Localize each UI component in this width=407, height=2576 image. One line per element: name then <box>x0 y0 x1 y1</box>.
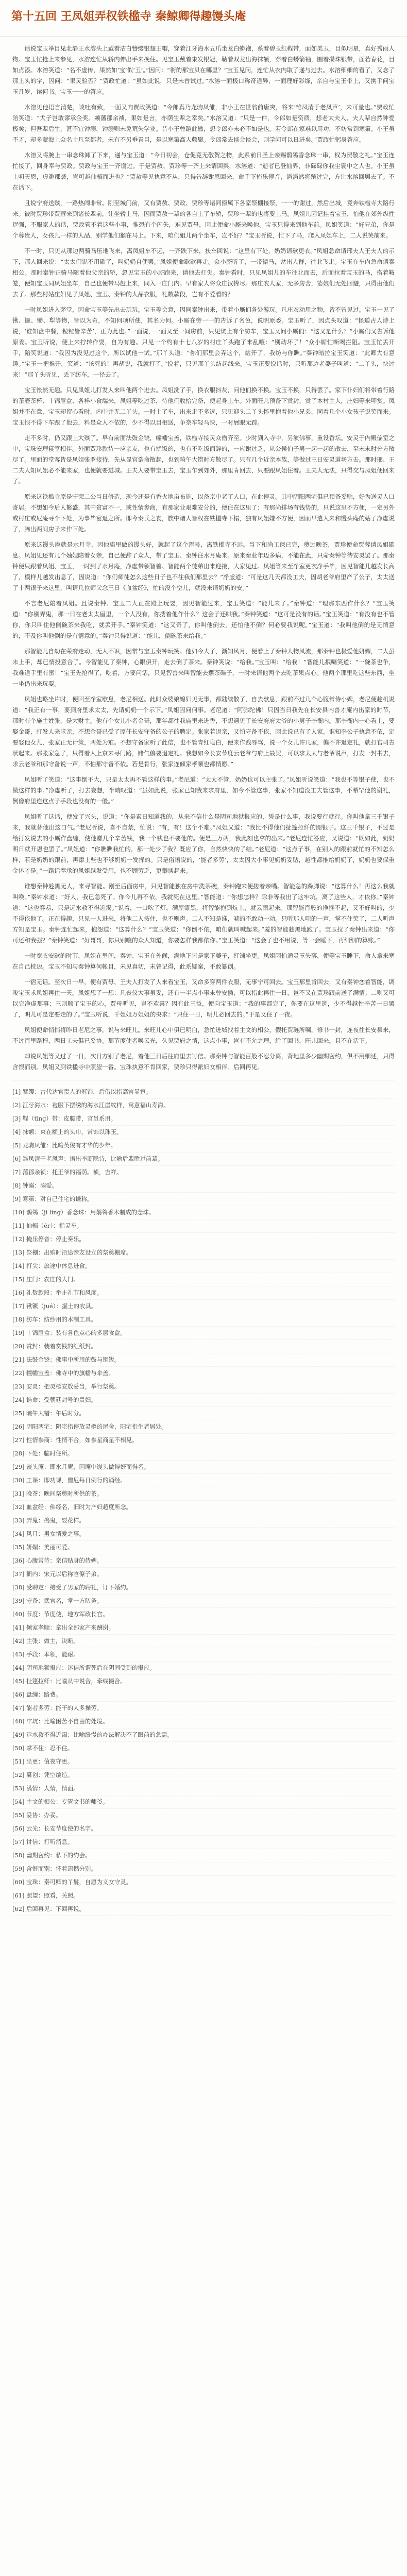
footnote: [34] 风月：男女情爱之事。 <box>12 1528 395 1541</box>
footnote: [55] 妥协：办妥。 <box>12 1809 395 1822</box>
footnote: [29] 馒头庵：即水月庵，因庵中馒头做得好而得名。 <box>12 1461 395 1474</box>
footnote: [56] 云光：长安节度使的名字。 <box>12 1822 395 1836</box>
footnote: [7] 藩郡余祯：托王爷的福荫。祯，吉祥。 <box>12 1166 395 1179</box>
footnote: [28] 下处：临时住所。 <box>12 1447 395 1461</box>
footnote: [61] 照望：照看，关照。 <box>12 1889 395 1903</box>
footnote: [35] 妍媚：美丽可爱。 <box>12 1541 395 1554</box>
footnote: [49] 远水救不得近渴：比喻缓慢的办法解决不了眼前的急需。 <box>12 1728 395 1742</box>
footnote: [14] 打尖：旅途中休息进食。 <box>12 1260 395 1273</box>
footnote: [45] 扯篷拉纤：比喻从中说合，牵线撮合。 <box>12 1675 395 1688</box>
footnote: [20] 赏封：装着赏钱的红纸封。 <box>12 1340 395 1353</box>
body-paragraph: 凤姐听了这话，便发了兴头，说道：“你是素日知道我的，从来不信什么是阴司地狱报应的，凭是什么事，我说要行就行。你叫他拿三千银子来，我就替他出这口气。”老尼听说，喜不自禁，忙说：“有，有！这个不难。”凤姐又道：“我比不得他们扯篷拉纤的图银子。这三千银子，不过是给打发说去的小厮作盘缠，使他赚几个辛苦钱，我一个钱也不要他的。便是三万两，我此刻也拿的出来。”老尼连忙答应，又说道：“既如此，奶奶明日就开恩也罢了。”凤姐道：“你瞧瞧我忙的，那一处少了我？既应了你，自然快快的了结。”老尼道：“这点子事，在别人的跟前就忙的不知怎么样，若是奶奶的跟前，再添上些也不够奶奶一发挥的。只是俗语说的，‘能者多劳’，太太因大小事见奶奶妥贴，越性都推给奶奶了，奶奶也要保重金体才是。”一路话奉承的凤姐越发受用，也不顾劳乏，更攀谈起来。 <box>12 813 395 874</box>
paragraph-list <box>12 43 395 1073</box>
body-paragraph: 一宿无话。至次日一早，便有贾母、王夫人打发了人来看宝玉，又命多穿两件衣服，无事宁可回去。宝玉那里肯回去，又有秦钟恋着智能，调唆宝玉求凤姐再住一天。凤姐想了一想：凡丧仪大事虽妥，还有一半点小事未曾安插，可以指此再住一日，岂不又在贾珍跟前送了满情；二则又可以完净虚那事；三则顺了宝玉的心，贾母听见，岂不欢喜？因有此三益，便向宝玉道：“我的事都完了，你要在这里逛，少不得越性辛苦一日罢了，明儿可是定要走的了。”宝玉听说，千姐姐万姐姐的央求：“只住一日，明儿必回去的。”于是又住了一夜。 <box>12 978 395 1018</box>
footnote: [47] 能者多劳：能干的人多操劳。 <box>12 1702 395 1715</box>
body-paragraph: 凤姐便命悄悄将昨日老尼之事，说与来旺儿。来旺儿心中俱已明白，急忙进城找着主文的相公，假托贾琏所嘱，修书一封，连夜往长安县来，不过百里路程，两日工夫俱已妥协。那节度使名唤云光，久见贾府之情，这点小事，岂有不允之理，给了回书，旺儿回来。且不在话下。 <box>12 1026 395 1044</box>
footnote: [12] 掩乐停音：停止奏乐。 <box>12 1233 395 1246</box>
body-paragraph: 不一时，只见从那边两骑马压地飞来，离凤姐车不远，一齐跌下来，扶车回说：“这里有下处，奶奶请歇更衣。”凤姐急命请邢夫人王夫人的示下，那人回来说：“太太们说不用歇了，叫奶奶自便罢。”凤姐便命歇歇再走。众小厮听了，一带辕马，岔出人群，往北飞走。宝玉在车内急命请秦相公。那时秦钟正骑马随着他父亲的轿，忽见宝玉的小厮跑来，请他去打尖。秦钟看时，只见凤姐儿的车往北而去，后面拉着宝玉的马，搭着鞍笼，便知宝玉同凤姐坐车，自己也便带马赶上来，同入一庄门内。早有家人将众庄汉撵尽。那庄农人家，无多房舍，婆娘们无处回避，只得由他们去了。那些村姑庄妇见了凤姐、宝玉、秦钟的人品衣服，礼数款段，岂有不爱看的？ <box>12 247 395 298</box>
body-paragraph: 话说宝玉举目见北静王水溶头上戴着洁白簪缨银翅王帽，穿着江牙海水五爪坐龙白蟒袍，系着碧玉红鞓带，面如美玉，目似明星，真好秀丽人物。宝玉忙抢上来参见，水溶连忙从轿内伸出手来挽住。见宝玉戴着束发银冠，勒着双龙出海抹额，穿着白蟒箭袖，围着攒珠银带，面若春花，目如点漆。水溶笑道：“名不虚传，果然如‘宝’似‘玉’。”因问：“衔的那宝贝在哪里？”宝玉见问，连忙从衣内取了递与过去。水溶细细的看了，又念了那上头的字，因问：“果灵验否？”贾政忙道：“虽如此说，只是未曾试过。”水溶一面极口称奇道异，一面理好彩绦，亲自与宝玉带上，又携手问宝玉几岁，读何书。宝玉一一的答应。 <box>12 45 395 95</box>
footnote: [52] 纂创：凭空编造。 <box>12 1769 395 1782</box>
footnote: [31] 晚茶：晚间祭奠时所供的茶。 <box>12 1487 395 1501</box>
footnote: [10] 鹡鸰（jí líng）香念珠：用鹡鸰香木制成的念珠。 <box>12 1206 395 1219</box>
body-paragraph: 不言老尼陪着凤姐。且说秦钟、宝玉二人正在殿上玩耍，因见智能过来，宝玉笑道：“能儿来了。”秦钟道：“理那东西作什么？”宝玉笑道：“你别弄鬼，那一日在老太太屋里，一个人没有，你搂着他作什么？这会子还哄我。”秦钟笑道：“这可是没有的话。”宝玉笑道：“有没有也不管你，你只叫住他倒碗茶来我吃，就丢开手。”秦钟笑道：“这又奇了，你叫他倒去，还怕他不倒？何必要我说呢。”宝玉道：“我叫他倒的是无情意的，不及你叫他倒的是有情意的。”秦钟只得说道：“能儿，倒碗茶来给我。” <box>12 600 395 639</box>
body-paragraph: 原来这铁槛寺原是宁荣二公当日修造，现今还是有香火地亩布施，以备京中老了人口，在此停灵。其中阴阳两宅俱已预备妥贴，好为送灵人口寄居。不想如今后人繁盛，其中贫富不一，或性情参商，有那家业艰难安分的，便住在这里了；有那尚排场有钱势的，只说这里不方便，一定另外或村庄或尼庵寻个下处，为事毕宴退之所。即今秦氏之丧，族中诸人皆权在铁槛寺下榻，独有凤姐嫌不方便，因而早遣人来和馒头庵的姑子净虚说了，腾出两间房子来作下处。 <box>12 493 395 533</box>
footnote: [24] 诰命：受朝廷封号的贵妇。 <box>12 1394 395 1407</box>
footnote: [43] 手段：本领，能耐。 <box>12 1648 395 1662</box>
chapter-body <box>12 43 395 2576</box>
body-paragraph: 一时宽衣安歇的时节，凤姐在里间，秦钟、宝玉在外间，满地下皆是家下婆子，打铺坐更。凤姐因怕通灵玉失落，便等宝玉睡下，命人拿来塞在自己枕边。宝玉不知与秦钟算何帐目，未见真切，未曾记得，此系疑案，不敢纂创。 <box>12 952 395 970</box>
footnote: [41] 倾家孝顺：拿出全部家产来酬谢。 <box>12 1621 395 1635</box>
footnote: [46] 盘缠：路费。 <box>12 1688 395 1702</box>
footnote: [38] 受聘定：接受了男家的聘礼，订下婚约。 <box>12 1581 395 1595</box>
footnote: [9] 寒第：对自己住宅的谦称。 <box>12 1193 395 1206</box>
footnote: [32] 血盆经：佛经名，旧时为产妇超度所念。 <box>12 1501 395 1514</box>
footnote: [6] 雏凤清于老凤声：语出李商隐诗，比喻后辈胜过前辈。 <box>12 1153 395 1166</box>
footnote: [58] 幽期密约：私下的约会。 <box>12 1849 395 1862</box>
footnote: [42] 主张：做主，决断。 <box>12 1635 395 1648</box>
body-paragraph: 且说宁府送殡，一路热闹非常。刚至城门前，又有贾赦、贾政、贾珍等诸同僚属下各家祭棚接祭，一一的谢过，然后出城，竟奔铁槛寺大路行来。彼时贾珍带贾蓉来到诸长辈前，让坐轿上马，因而贾赦一辈的各自上了车轿，贾珍一辈的也将要上马。凤姐儿因记挂着宝玉，怕他在郊外纵性逞强，不服家人的话，贾政管不着这些小事，惟恐有个闪失，难见贾母，因此便命小厮来唤他。宝玉只得来到他车前。凤姐笑道：“好兄弟，你是个尊贵人，女孩儿一样的人品，别学他们猴在马上。下来，咱们姐儿两个坐车，岂不好？”宝玉听说，忙下了马，爬入凤姐车上，二人说笑前来。 <box>12 199 395 239</box>
footnote: [22] 幢幡宝盖：佛寺中的旗幡与伞盖。 <box>12 1367 395 1380</box>
footnote: [17] 锹镢（jué）：掘土的农具。 <box>12 1300 395 1313</box>
body-paragraph: 走不多时，仍又跟上大殡了。早有前面法鼓金铙，幢幡宝盖，铁槛寺接灵众僧齐至。少时到入寺中，另演佛事，重设香坛。安灵于内殿偏室之中，宝珠安理寝室相伴。外面贾珍款待一应亲友，也有扰饭的，也有不吃饭而辞的，一应谢过乏，从公侯伯子男一起一起的散去，至未末时分方散尽了。里面的堂客皆是凤姐张罗接待，先从显官诰命散起，也到晌午大错时方散尽了。只有几个近亲本族，等做过三日安灵道场方去。那时邢、王二夫人知凤姐必不能来家，也便就要进城。王夫人要带宝玉去，宝玉乍到郊外，那里肯回去，只要跟凤姐住着。王夫人无法，只得交与凤姐便回来了。 <box>12 434 395 485</box>
footnote: [44] 阴司地狱报应：迷信所谓死后在阴间受到的报应。 <box>12 1662 395 1675</box>
footnote: [18] 纺车：纺纱用的木制工具。 <box>12 1313 395 1327</box>
footnote: [60] 宝珠：秦可卿的丫鬟，自愿为义女守灵。 <box>12 1876 395 1889</box>
title-bar <box>0 0 407 37</box>
body-paragraph: 却说凤姐等又过了一日，次日方别了老尼，着他三日后往府里去讨信。那秦钟与智能百般不忍分离，背地里多少幽期密约，俱不用细述，只得含恨而别。凤姐又到铁槛寺中照望一番。宝珠执意不肯回家，贾珍只得派妇女相伴。后回再见。 <box>12 1053 395 1071</box>
footnote: [11] 仙輀（ér）：指灵车。 <box>12 1219 395 1233</box>
footnote: [3] 鞓（tīng）带：皮腰带，官员系用。 <box>12 1112 395 1126</box>
footnote: [15] 庄门：农庄的大门。 <box>12 1273 395 1286</box>
body-paragraph: 谁想秦钟趁黑无人，来寻智能。刚至后面房中，只见智能独在房中洗茶碗，秦钟跑来便搂着亲嘴。智能急的跺脚说：“这算什么！再这么我就叫唤。”秦钟求道：“好人，我已急死了。你今儿再不依，我就死在这里。”智能道：“你想怎样？除非等我出了这牢坑，离了这些人，才依你。”秦钟道：“这也容易，只是远水救不得近渴。”说着，一口吹了灯，满屋漆黑，将智能抱到炕上，就云雨起来。那智能百般的挣挫不起，又不好叫的，少不得依他了。正在得趣，只见一人进来，将他二人按住，也不则声。二人不知是谁，唬的不敢动一动。只听那人嗤的一声，掌不住笑了，二人听声方知是宝玉。秦钟连忙起来，抱怨道：“这算什么？”宝玉笑道：“你倒不依，咱们就叫喊起来。”羞的智能趁黑地跑了。宝玉拉了秦钟出来道：“你可还和我强？”秦钟笑道：“好哥哥，你只别嚷的众人知道，你要怎样我都依你。”宝玉笑道：“这会子也不用说，等一会睡下，再细细的算账。” <box>12 883 395 944</box>
footnote: [48] 牢坑：比喻困苦不自由的处境。 <box>12 1715 395 1728</box>
body-paragraph: 那智能儿自幼在荣府走动，无人不识，因常与宝玉秦钟玩笑。他如今大了，渐知风月，便看上了秦钟人物风流，那秦钟也极爱他妍媚，二人虽未上手，却已情投意合了。今智能见了秦钟，心眼俱开，走去倒了茶来。秦钟笑说：“给我。”宝玉叫：“给我！”智能儿抿嘴笑道：“一碗茶也争，我难道手里有蜜！”宝玉先抢得了，吃着，方要问话，只见智善来叫智能去摆茶碟子，一时来请他两个去吃茶果点心。他两个那里吃这些东西，坐一坐仍出来玩耍。 <box>12 648 395 687</box>
footnote: [40] 节度：节度使，地方军政长官。 <box>12 1608 395 1621</box>
footnote: [39] 守备：武官名，掌一方防务。 <box>12 1595 395 1608</box>
footnote: [51] 坐更：值夜守更。 <box>12 1755 395 1769</box>
body-paragraph: 水溶又将腕上一串念珠卸了下来，递与宝玉道：“今日初会，仓促竟无敬贺之物，此系前日圣上亲赐鹡鸰香念珠一串，权为贺敬之礼。”宝玉连忙接了，回身奉与贾政。贾政与宝玉一齐谢过。于是贾赦、贾珍等一齐上来请回舆，水溶道：“逝者已登仙界，非碌碌你我尘寰中之人也。小王虽上叨天恩，虚邀郡袭，岂可越仙輀而进也？”贾赦等见执意不从，只得告辞谢恩回来，命手下掩乐停音，滔滔然将殡过完，方让水溶回舆去了。不在话下。 <box>12 151 395 191</box>
body-paragraph: 水溶见他语言清楚，谈吐有致，一面又向贾政笑道：“令郎真乃龙驹凤雏，非小王在世翁前唐突，将来‘雏凤清于老凤声’，未可量也。”贾政忙陪笑道：“犬子岂敢谬承金奖。赖藩郡余祯，果如是言，亦荫生辈之幸矣。”水溶又道：“只是一件，令郎如是资质，想老太夫人、夫人辈自然钟爱极矣；但吾辈后生，甚不宜钟溺，钟溺则未免荒失学业。昔小王曾蹈此辙，想令郎亦未必不如是也。若令郎在家难以用功，不妨常到寒第。小王虽不才，却多蒙海上众名士凡至都者，未有不另垂青目，是以寒第高人颇聚。令郎常去谈会谈会，则学问可以日进矣。”贾政忙躬身答应。 <box>12 104 395 143</box>
footnote: [26] 阴阳两宅：阴宅指停放灵柩的屋舍，阳宅指生者居处。 <box>12 1420 395 1434</box>
footnote: [30] 工课：即功课，僧尼每日例行的诵经。 <box>12 1474 395 1487</box>
body-paragraph: 凤姐听了笑道：“这事倒不大，只是太太再不管这样的事。”老尼道：“太太不管，奶奶也可以主张了。”凤姐听说笑道：“我也不等银子使，也不做这样的事。”净虚听了，打去妄想，半晌叹道：“虽如此说，张家已知我来求府里，如今不管这事，张家不知道没工夫管这事，不希罕他的谢礼，倒像府里连这点子手段也没有的一般。” <box>12 776 395 805</box>
footnote: [13] 祭棚：出殡时沿途亲友设立的祭奠棚席。 <box>12 1246 395 1260</box>
footnote: [1] 簪缨：古代达官贵人的冠饰，后借以指高官显宦。 <box>12 1086 395 1099</box>
footnote: [16] 礼数款段：举止礼节和风度。 <box>12 1286 395 1300</box>
footnote: [50] 掌不住：忍不住。 <box>12 1742 395 1755</box>
body-paragraph: 宝玉怅然无趣。只见凤姐儿打发人来叫他两个进去。凤姐洗了手，换衣服抖灰，问他们换不换。宝玉不换，只得罢了。家下仆妇们将带着行路的茶壶茶杯、十锦屉盒、各样小食端来，凤姐等吃过茶，待他们收拾完备，便起身上车。外面旺儿预备下赏封，赏了本村主人，庄妇等来叩赏。凤姐并不在意，宝玉却留心看时，内中并无二丫头。一时上了车，出来走不多远，只见迎头二丫头怀里抱着他小兄弟，同着几个小女孩子说笑而来。宝玉恨不得下车跟了他去，料是众人不依的，少不得以目相送，争奈车轻马快，一时展眼无踪。 <box>12 386 395 426</box>
footnote: [2] 江牙海水：袍服下摆绣的海水江崖纹样，寓意福山寿海。 <box>12 1099 395 1112</box>
chapter-title: 第十五回 王凤姐弄权铁槛寺 秦鲸卿得趣馒头庵 <box>11 10 246 23</box>
footnote: [54] 主文的相公：专管文书的师爷。 <box>12 1795 395 1809</box>
footnote: [36] 心腹常侍：亲信贴身的侍婢。 <box>12 1554 395 1568</box>
footnote: [19] 十锦屉盒：装有各色点心的多层食盒。 <box>12 1327 395 1340</box>
footnote: [4] 抹额：束在额上的头巾，常饰以珠玉。 <box>12 1126 395 1139</box>
footnote: [37] 衙内：宋元以后称官僚子弟。 <box>12 1568 395 1581</box>
footnote: [5] 龙驹凤雏：比喻英俊有才华的少年。 <box>12 1139 395 1153</box>
body-paragraph: 凤姐也略坐片时，便回至净室歇息，老尼相送。此时众婆娘媳妇见无事，都陆续散了，自去歇息，跟前不过几个心腹常侍小婢，老尼便趁机说道：“我正有一事，要到府里求太太，先请奶奶一个示下。”凤姐因问何事。老尼道：“阿弥陀佛！只因当日我先在长安县内善才庵内出家的时节，那时有个施主姓张，是大财主。他有个女儿小名金哥，那年都往我庙里来进香，不想遇见了长安府府太爷的小舅子李衙内。那李衙内一心看上，要娶金哥，打发人来求亲，不想金哥已受了原任长安守备的公子的聘定。张家若退亲，又怕守备不依，因此说已有了人家。谁知李公子执意不依，定要娶他女儿，张家正无计策，两处为难。不想守备家听了此信，也不管青红皂白，便来作践辱骂，说一个女儿许几家，偏不许退定礼，就打官司告状起来。那张家急了，只得着人上京来寻门路，赌气偏要退定礼。我想如今长安节度云老爷与府上最契，可以求太太与老爷说声，打发一封书去，求云老爷和那守备说一声，不怕那守备不依。若是肯行，张家连倾家孝顺也都情愿。” <box>12 696 395 768</box>
footnote: [23] 安灵：把灵柩安放妥当，举行祭奠。 <box>12 1380 395 1394</box>
notes-list <box>12 1080 395 1916</box>
footnote: [27] 性情参商：性情不合，如参星商星不相见。 <box>12 1434 395 1447</box>
body-paragraph: 一时凤姐进入茅堂，因命宝玉等先出去玩玩。宝玉等会意，因同秦钟出来，带着小厮们各处游玩。凡庄农动用之物，皆不曾见过。宝玉一见了锹、镢、锄、犁等物，皆以为奇，不知何项所使，其名为何。小厮在旁一一的告诉了名色，说明原委。宝玉听了，因点头叹道：“怪道古人诗上说，‘谁知盘中餐，粒粒皆辛苦’，正为此也。”一面说，一面又至一间房前，只见炕上有个纺车，宝玉又问小厮们：“这又是什么？”小厮们又告诉他原委。宝玉听说，便上来拧转作耍，自为有趣。只见一个约有十七八岁的村庄丫头跑了来乱嚷：“别动坏了！”众小厮忙断喝拦阻。宝玉忙丢开手，陪笑说道：“我因为没见过这个，所以试他一试。”那丫头道：“你们那里会弄这个，站开了，我纺与你瞧。”秦钟暗拉宝玉笑道：“此卿大有意趣。”宝玉一把推开，笑道：“该死的！再胡说，我就打了。”说着，只见那丫头纺起线来。宝玉正要说话时，只听那边老婆子叫道：“二丫头，快过来！”那丫头听见，丢下纺车，一径去了。 <box>12 306 395 378</box>
footnote: [21] 法鼓金铙：佛事中所用的鼓与铜钹。 <box>12 1353 395 1367</box>
footnote: [62] 后回再见：下回再说。 <box>12 1903 395 1916</box>
footnote: [57] 讨信：打听消息。 <box>12 1836 395 1849</box>
footnote: [8] 钟溺：溺爱。 <box>12 1179 395 1193</box>
body-paragraph: 原来这馒头庵就是水月寺，因他庙里做的馒头好，就起了这个浑号，离铁槛寺不远。当下和尚工课已完，奠过晚茶，贾珍便命贾蓉请凤姐歇息。凤姐见还有几个妯娌陪着女亲，自己便辞了众人，带了宝玉、秦钟往水月庵来。原来秦业年迈多病，不能在此，只命秦钟等待安灵罢了。那秦钟便只跟着凤姐、宝玉，一时到了水月庵，净虚带领智善、智能两个徒弟出来迎接，大家见过。凤姐等来至净室更衣净手毕，因见智能儿越发长高了，模样儿越发出息了，因说道：“你们师徒怎么这些日子也不往我们那里去？”净虚道：“可是这几天都没工夫，因胡老爷府里产了公子，太太送了十两银子来这里，叫请几位师父念三日《血盆经》，忙的没个空儿，就没来请奶奶的安。” <box>12 541 395 591</box>
footnote: [33] 弄鬼：捣鬼，耍花样。 <box>12 1514 395 1528</box>
footnote: [59] 含恨而别：怀着遗憾分别。 <box>12 1862 395 1876</box>
footnote: [25] 晌午大错：午后时分。 <box>12 1407 395 1420</box>
footnote: [53] 满情：人情，情面。 <box>12 1782 395 1795</box>
